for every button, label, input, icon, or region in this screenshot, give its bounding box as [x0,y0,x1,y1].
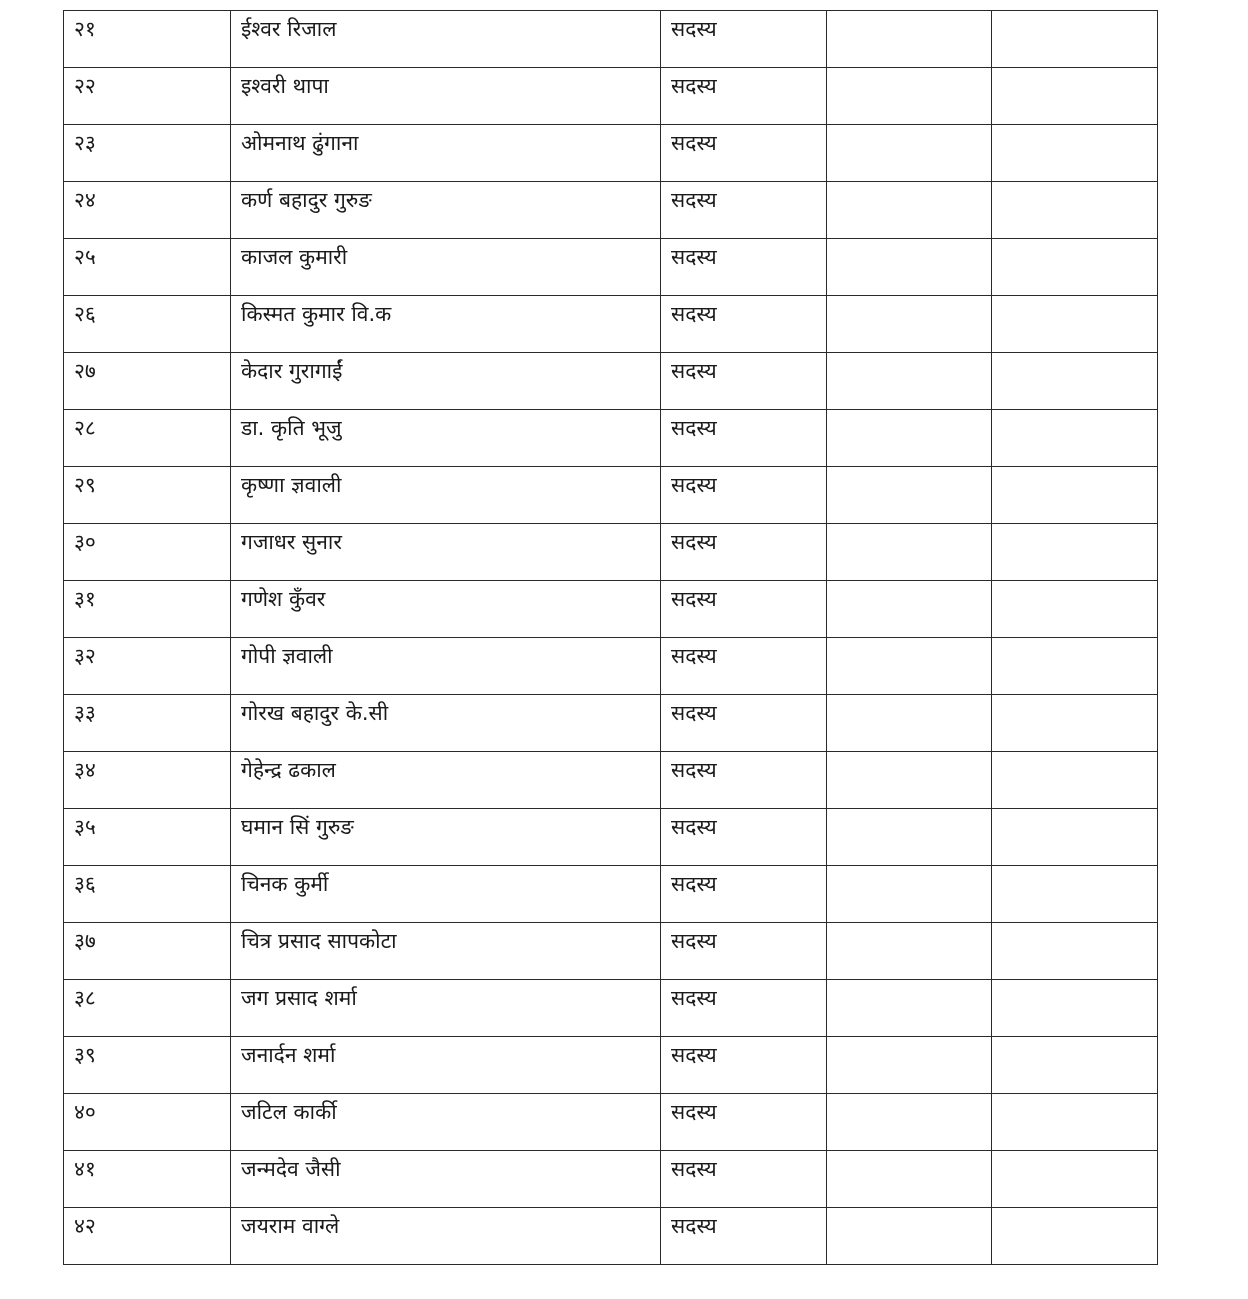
serial-number: ३५ [64,809,231,866]
member-name: जन्मदेव जैसी [231,1151,661,1208]
empty-cell [827,353,992,410]
serial-number: २३ [64,125,231,182]
member-table-body [64,11,1158,1265]
empty-cell [827,638,992,695]
empty-cell [992,1094,1158,1151]
empty-cell [827,11,992,68]
table-row [64,752,1158,809]
table-row [64,866,1158,923]
table-row [64,410,1158,467]
empty-cell [827,68,992,125]
table-row [64,353,1158,410]
serial-number: २१ [64,11,231,68]
table-row [64,239,1158,296]
empty-cell [992,296,1158,353]
table-row [64,467,1158,524]
empty-cell [992,353,1158,410]
member-role: सदस्य [661,923,827,980]
member-role: सदस्य [661,11,827,68]
serial-number: २४ [64,182,231,239]
member-role: सदस्य [661,1094,827,1151]
table-row [64,980,1158,1037]
serial-number: ३६ [64,866,231,923]
member-name: ईश्वर रिजाल [231,11,661,68]
member-name: जनार्दन शर्मा [231,1037,661,1094]
member-name: गोरख बहादुर के.सी [231,695,661,752]
member-role: सदस्य [661,353,827,410]
table-row [64,11,1158,68]
empty-cell [827,980,992,1037]
empty-cell [827,239,992,296]
serial-number: २९ [64,467,231,524]
empty-cell [827,524,992,581]
member-name: गेहेन्द्र ढकाल [231,752,661,809]
empty-cell [992,638,1158,695]
member-name: जयराम वाग्ले [231,1208,661,1265]
empty-cell [992,1037,1158,1094]
member-role: सदस्य [661,809,827,866]
serial-number: ३७ [64,923,231,980]
member-role: सदस्य [661,1208,827,1265]
member-name: डा. कृति भूजु [231,410,661,467]
empty-cell [992,68,1158,125]
member-role: सदस्य [661,980,827,1037]
empty-cell [992,581,1158,638]
empty-cell [827,1151,992,1208]
empty-cell [992,923,1158,980]
empty-cell [992,980,1158,1037]
member-role: सदस्य [661,182,827,239]
member-role: सदस्य [661,524,827,581]
table-row [64,296,1158,353]
serial-number: ३४ [64,752,231,809]
member-name: किस्मत कुमार वि.क [231,296,661,353]
empty-cell [992,239,1158,296]
member-name: ओमनाथ ढुंगाना [231,125,661,182]
empty-cell [992,182,1158,239]
member-name: गजाधर सुनार [231,524,661,581]
empty-cell [827,1094,992,1151]
table-row [64,638,1158,695]
empty-cell [992,809,1158,866]
serial-number: ३८ [64,980,231,1037]
empty-cell [827,866,992,923]
empty-cell [992,11,1158,68]
empty-cell [827,125,992,182]
empty-cell [827,923,992,980]
empty-cell [992,866,1158,923]
table-row [64,809,1158,866]
empty-cell [992,695,1158,752]
empty-cell [827,410,992,467]
serial-number: २२ [64,68,231,125]
member-role: सदस्य [661,695,827,752]
member-role: सदस्य [661,1037,827,1094]
member-name: गोपी ज्ञवाली [231,638,661,695]
empty-cell [992,1208,1158,1265]
member-name: चित्र प्रसाद सापकोटा [231,923,661,980]
empty-cell [992,410,1158,467]
empty-cell [827,581,992,638]
empty-cell [827,1037,992,1094]
table-row [64,1094,1158,1151]
serial-number: २६ [64,296,231,353]
table-row [64,1151,1158,1208]
empty-cell [827,695,992,752]
empty-cell [827,467,992,524]
member-role: सदस्य [661,638,827,695]
member-role: सदस्य [661,296,827,353]
member-name: चिनक कुर्मी [231,866,661,923]
empty-cell [827,296,992,353]
serial-number: ४० [64,1094,231,1151]
member-name: काजल कुमारी [231,239,661,296]
serial-number: ३० [64,524,231,581]
member-role: सदस्य [661,581,827,638]
table-row [64,581,1158,638]
member-role: सदस्य [661,866,827,923]
empty-cell [827,752,992,809]
empty-cell [827,1208,992,1265]
member-name: गणेश कुँवर [231,581,661,638]
member-role: सदस्य [661,1151,827,1208]
member-name: इश्वरी थापा [231,68,661,125]
member-name: जटिल कार्की [231,1094,661,1151]
empty-cell [992,1151,1158,1208]
serial-number: २७ [64,353,231,410]
table-row [64,125,1158,182]
serial-number: २८ [64,410,231,467]
member-role: सदस्य [661,68,827,125]
empty-cell [992,125,1158,182]
member-name: कर्ण बहादुर गुरुङ [231,182,661,239]
member-name: जग प्रसाद शर्मा [231,980,661,1037]
member-role: सदस्य [661,125,827,182]
table-row [64,695,1158,752]
member-role: सदस्य [661,239,827,296]
member-role: सदस्य [661,752,827,809]
empty-cell [827,182,992,239]
serial-number: ३३ [64,695,231,752]
member-table [63,10,1158,1265]
table-row [64,1037,1158,1094]
empty-cell [827,809,992,866]
serial-number: ४१ [64,1151,231,1208]
serial-number: ३२ [64,638,231,695]
member-role: सदस्य [661,410,827,467]
table-row [64,524,1158,581]
empty-cell [992,752,1158,809]
table-row [64,1208,1158,1265]
empty-cell [992,524,1158,581]
member-role: सदस्य [661,467,827,524]
member-name: कृष्णा ज्ञवाली [231,467,661,524]
table-row [64,923,1158,980]
table-row [64,182,1158,239]
serial-number: ४२ [64,1208,231,1265]
member-name: घमान सिं गुरुङ [231,809,661,866]
member-name: केदार गुरागाईं [231,353,661,410]
serial-number: ३९ [64,1037,231,1094]
serial-number: २५ [64,239,231,296]
serial-number: ३१ [64,581,231,638]
empty-cell [992,467,1158,524]
table-row [64,68,1158,125]
